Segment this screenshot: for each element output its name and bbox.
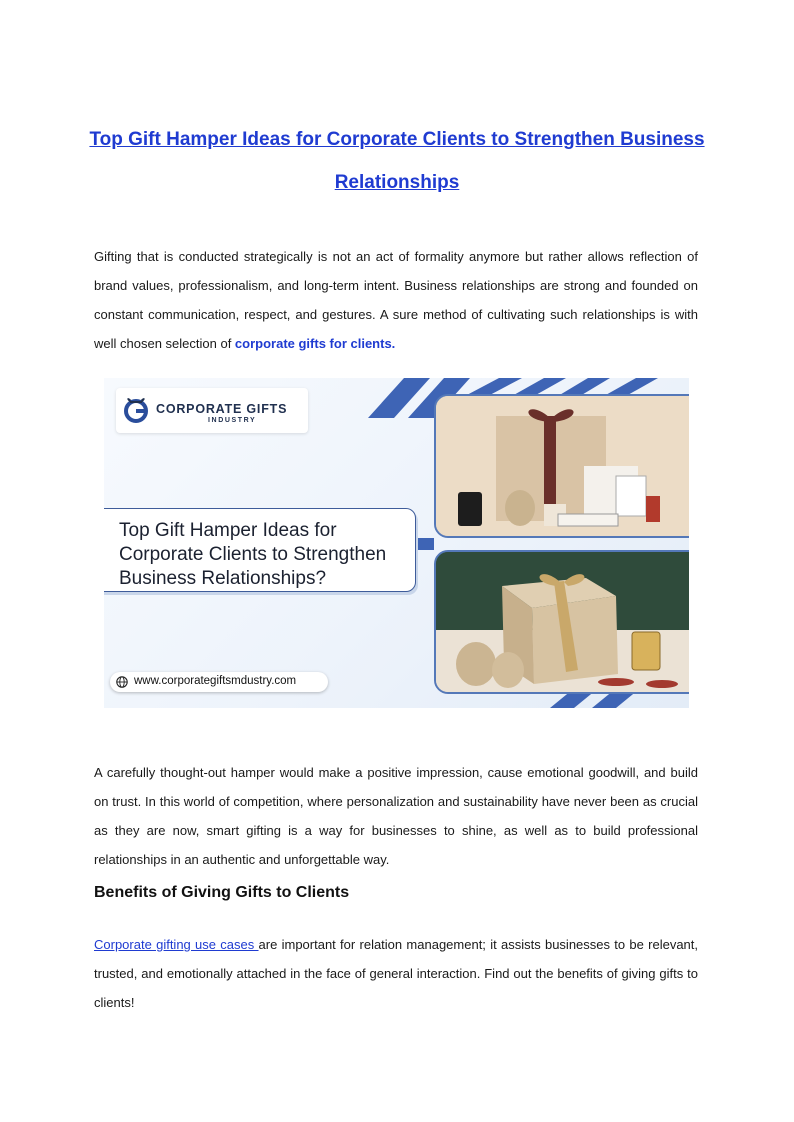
brand-logo (116, 388, 308, 433)
logo-subtitle: INDUSTRY (208, 417, 257, 424)
gift-box-image (436, 396, 689, 536)
banner-title-card (104, 508, 416, 592)
corporate-gifts-link[interactable]: corporate gifts for clients. (234, 336, 396, 351)
gift-hamper-photo-top (434, 394, 689, 538)
intro-paragraph (94, 242, 698, 358)
gift-hamper-photo-bottom (434, 550, 689, 694)
banner-headline: Top Gift Hamper Ideas for Corporate Clients to Strengthen Business Relationships? (119, 520, 387, 589)
hero-banner (104, 378, 689, 708)
paragraph-3-text: are important for relation management; it assists businesses to be relevant, trusted, and emotionally attached in the face of general interaction. Find out the benefits of giving gifts to clients! (94, 937, 698, 1010)
gift-logo-icon (122, 395, 150, 423)
website-url[interactable]: www.corporategiftsmdustry.com (134, 675, 297, 687)
section-heading-benefits: Benefits of Giving Gifts to Clients (94, 884, 350, 901)
gift-box-image-2 (436, 552, 689, 692)
page-title[interactable]: Top Gift Hamper Ideas for Corporate Clients to Strengthen Business Relationships (89, 129, 705, 193)
website-url-pill[interactable] (110, 672, 328, 692)
body-paragraph-2: A carefully thought-out hamper would make a positive impression, cause emotional goodwill, and build on trust. In this world of competition, where personalization and sustainability have never been as crucial as they are now, smart gifting is a way for businesses to shine, as well as to build professional relationships in an authentic and unforgettable way. (94, 765, 698, 867)
globe-icon (116, 676, 128, 688)
intro-text: Gifting that is conducted strategically is not an act of formality anymore but rather allows reflection of brand values, professionalism, and long-term intent. Business relationships are strong and founded on constant communication, respect, and gestures. A sure method of cultivating such relationships is with well chosen selection of (94, 249, 698, 351)
body-paragraph-3 (94, 930, 698, 1017)
gifting-use-cases-link[interactable]: Corporate gifting use cases (94, 937, 259, 952)
logo-name: CORPORATE GIFTS (156, 402, 288, 416)
